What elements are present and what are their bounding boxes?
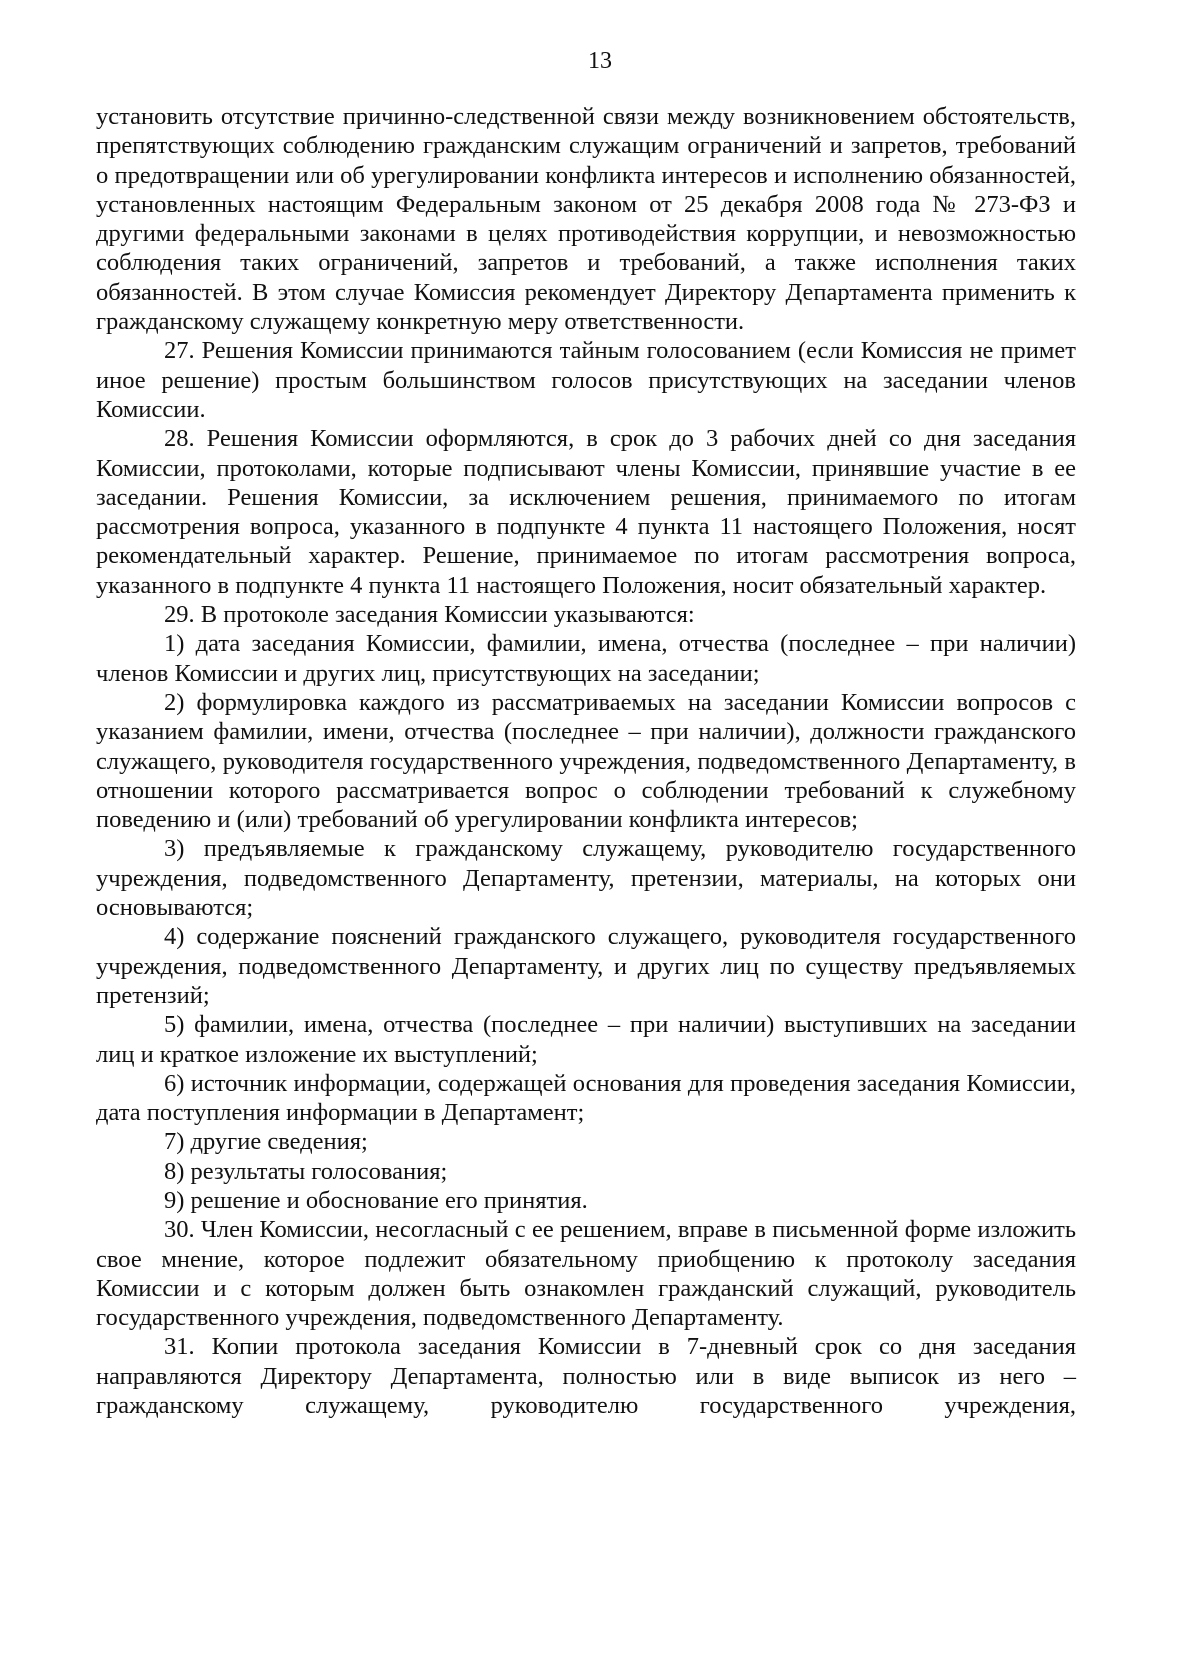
list-item-29-7: 7) другие сведения; xyxy=(164,1128,368,1156)
paragraph-28: 28. Решения Комиссии оформляются, в срок до 3 рабочих дней со дня заседания Комиссии, протоколами, которые подписывают члены Комиссии, принявшие участие в ее заседании. Решения Комиссии, за исключением решения, принимаемого по итогам рассмотрения вопроса, указанного в подпункте 4 пункта 11 настоящего Положения, носят рекомендательный характер. Решение, принимаемое по итогам рассмотрения вопроса, указанного в подпункте 4 пункта 11 настоящего Положения, носит обязательный характер. xyxy=(96,425,1076,599)
paragraph-27: 27. Решения Комиссии принимаются тайным голосованием (если Комиссия не примет иное решение) простым большинством голосов присутствующих на заседании членов Комиссии. xyxy=(96,337,1076,423)
list-item-29-3: 3) предъявляемые к гражданскому служащему, руководителю государственного учреждения, подведомственного Департаменту, претензии, материалы, на которых они основываются; xyxy=(96,835,1076,922)
list-item-29-4: 4) содержание пояснений гражданского служащего, руководителя государственного учреждения, подведомственного Департаменту, и других лиц по существу предъявляемых претензий; xyxy=(96,923,1076,1009)
list-item-29-1: 1) дата заседания Комиссии, фамилии, имена, отчества (последнее – при наличии) членов Комиссии и других лиц, присутствующих на заседании; xyxy=(96,630,1076,687)
list-item-29-5: 5) фамилии, имена, отчества (последнее – при наличии) выступивших на заседании лиц и краткое изложение их выступлений; xyxy=(96,1011,1076,1068)
list-item-29-6: 6) источник информации, содержащей основания для проведения заседания Комиссии, дата поступления информации в Департамент; xyxy=(96,1069,1076,1127)
paragraph-26-continuation: установить отсутствие причинно-следственной связи между возникновением обстоятельств, препятствующих соблюдению гражданским служащим ограничений и запретов, требований о предотвращении или об урегулировании конфликта интересов и исполнению обязанностей, установленных настоящим Федеральным законом от 25 декабря 2008 года № 273-ФЗ и другими федеральными законами в целях противодействия коррупции, и невозможностью соблюдения таких ограничений, запретов и требований, а также исполнения таких обязанностей. В этом случае Комиссия рекомендует Директору Департамента применить к гражданскому служащему конкретную меру ответственности. xyxy=(96,103,1076,336)
document-body xyxy=(96,102,1076,1420)
paragraph-30: 30. Член Комиссии, несогласный с ее решением, вправе в письменной форме изложить свое мнение, которое подлежит обязательному приобщению к протоколу заседания Комиссии и с которым должен быть ознакомлен гражданский служащий, руководитель государственного учреждения, подведомственного Департаменту. xyxy=(96,1216,1076,1332)
list-item-29-2: 2) формулировка каждого из рассматриваемых на заседании Комиссии вопросов с указанием фамилии, имени, отчества (последнее – при наличии), должности гражданского служащего, руководителя государственного учреждения, подведомственного Департаменту, в отношении которого рассматривается вопрос о соблюдении требований к служебному поведению и (или) требований об урегулировании конфликта интересов; xyxy=(96,688,1076,834)
list-item-29-9: 9) решение и обоснование его принятия. xyxy=(164,1186,588,1214)
page-number: 13 xyxy=(588,48,612,74)
paragraph-31: 31. Копии протокола заседания Комиссии в 7-дневный срок со дня заседания направляются Директору Департамента, полностью или в виде выписок из него – гражданскому служащему, руководителю государственного учреждения, xyxy=(96,1333,1076,1420)
paragraph-29: 29. В протоколе заседания Комиссии указываются: xyxy=(164,601,695,629)
list-item-29-8: 8) результаты голосования; xyxy=(164,1157,448,1185)
